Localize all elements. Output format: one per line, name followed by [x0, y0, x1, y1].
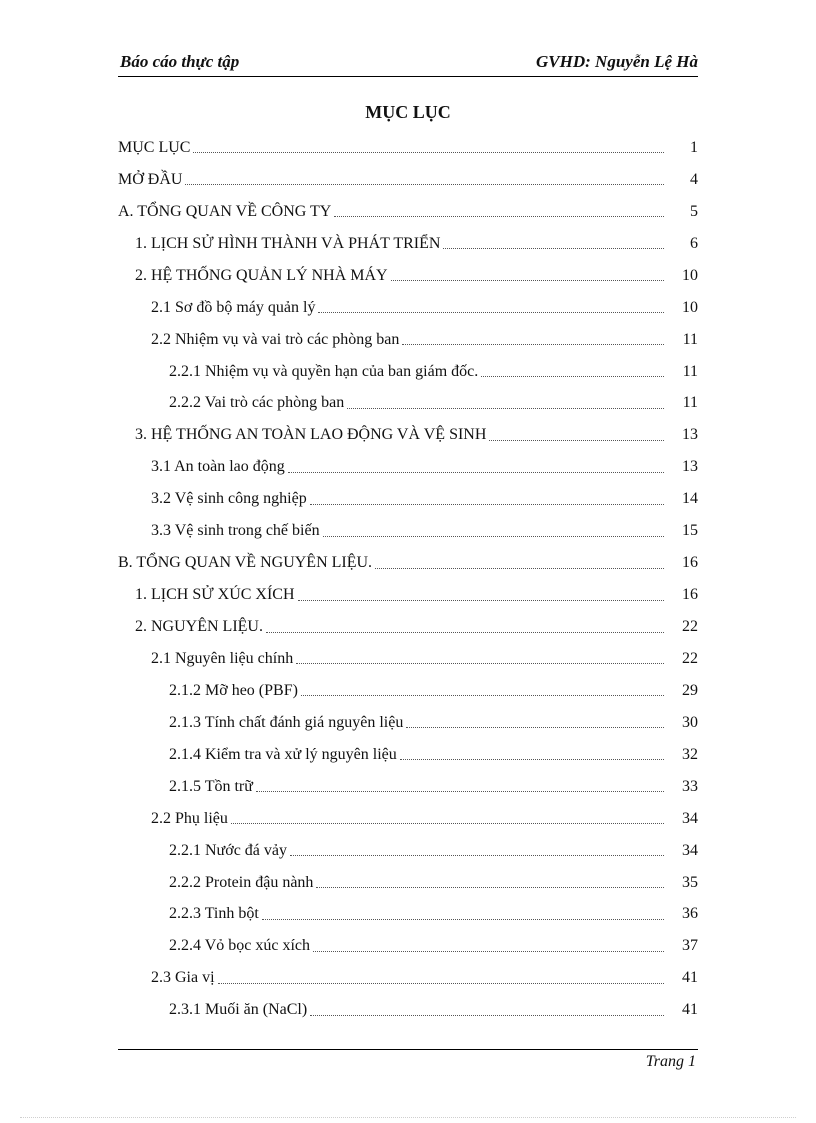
toc-entry-page: 1: [690, 138, 698, 156]
toc-entry-label: 1. LỊCH SỬ HÌNH THÀNH VÀ PHÁT TRIỂN: [135, 234, 441, 252]
toc-dot-leader: [301, 695, 664, 696]
toc-entry-label: 2.2.3 Tinh bột: [169, 905, 259, 923]
toc-entry[interactable]: [118, 228, 698, 260]
toc-dot-leader: [489, 440, 664, 441]
toc-entry-page: 32: [682, 745, 698, 763]
toc-dot-leader: [400, 759, 664, 760]
toc-dot-leader: [443, 248, 664, 249]
toc-dot-leader: [193, 152, 664, 153]
toc-dot-leader: [296, 663, 664, 664]
toc-entry[interactable]: [118, 739, 698, 771]
toc-entry[interactable]: [118, 132, 698, 164]
toc-entry-page: 10: [682, 298, 698, 316]
header-advisor: GVHD: Nguyễn Lệ Hà: [536, 52, 698, 71]
toc-entry[interactable]: [118, 930, 698, 962]
toc-dot-leader: [402, 344, 664, 345]
toc-entry-page: 11: [682, 330, 698, 348]
toc-entry-label: 2.2.1 Nhiệm vụ và quyền hạn của ban giám đốc.: [169, 362, 479, 380]
header-report-title: Báo cáo thực tập: [120, 52, 240, 71]
toc-entry-label: MỞ ĐẦU: [118, 170, 183, 188]
toc-entry-page: 37: [682, 937, 698, 955]
toc-entry[interactable]: [118, 324, 698, 356]
toc-dot-leader: [310, 1015, 664, 1016]
toc-entry-label: 2.2.4 Vỏ bọc xúc xích: [169, 937, 311, 955]
toc-dot-leader: [266, 632, 664, 633]
footer-page-number: Trang 1: [645, 1053, 696, 1070]
toc-entry-label: A. TỔNG QUAN VỀ CÔNG TY: [118, 202, 332, 220]
toc-entry-page: 11: [682, 394, 698, 412]
toc-entry-label: 2.1.5 Tồn trữ: [169, 777, 253, 795]
toc-dot-leader: [310, 504, 664, 505]
toc-entry-page: 30: [682, 713, 698, 731]
toc-entry[interactable]: [118, 515, 698, 547]
toc-dot-leader: [391, 280, 664, 281]
toc-entry-label: 2.1 Nguyên liệu chính: [151, 649, 294, 667]
toc-entry-page: 41: [682, 1001, 698, 1019]
toc-entry-label: 2. HỆ THỐNG QUẢN LÝ NHÀ MÁY: [135, 266, 388, 284]
table-of-contents: [118, 132, 698, 1026]
toc-entry-page: 13: [682, 458, 698, 476]
toc-entry-page: 34: [682, 841, 698, 859]
toc-entry-page: 15: [682, 522, 698, 540]
toc-entry-page: 13: [682, 426, 698, 444]
toc-entry-page: 14: [682, 490, 698, 508]
toc-entry-page: 29: [682, 681, 698, 699]
toc-entry[interactable]: [118, 962, 698, 994]
toc-entry-label: 2.2.2 Protein đậu nành: [169, 873, 314, 891]
toc-dot-leader: [316, 887, 664, 888]
toc-entry[interactable]: [118, 451, 698, 483]
toc-entry-label: 2.1.3 Tính chất đánh giá nguyên liệu: [169, 713, 404, 731]
toc-entry[interactable]: [118, 579, 698, 611]
toc-dot-leader: [318, 312, 664, 313]
toc-dot-leader: [298, 600, 664, 601]
toc-dot-leader: [323, 536, 664, 537]
toc-entry-label: 1. LỊCH SỬ XÚC XÍCH: [135, 586, 295, 604]
toc-dot-leader: [375, 568, 664, 569]
toc-entry[interactable]: [118, 707, 698, 739]
page-header: [118, 50, 698, 76]
toc-entry-label: 3. HỆ THỐNG AN TOÀN LAO ĐỘNG VÀ VỆ SINH: [135, 426, 487, 444]
toc-entry-page: 16: [682, 586, 698, 604]
toc-dot-leader: [231, 823, 664, 824]
toc-entry[interactable]: [118, 356, 698, 388]
toc-entry-label: 2.1 Sơ đồ bộ máy quản lý: [151, 298, 316, 316]
toc-entry[interactable]: [118, 867, 698, 899]
toc-dot-leader: [288, 472, 664, 473]
toc-entry-page: 16: [682, 554, 698, 572]
toc-entry-label: 2.2.2 Vai trò các phòng ban: [169, 394, 345, 412]
toc-entry[interactable]: [118, 292, 698, 324]
toc-entry[interactable]: [118, 899, 698, 931]
toc-entry[interactable]: [118, 547, 698, 579]
toc-entry[interactable]: [118, 994, 698, 1026]
toc-entry[interactable]: [118, 835, 698, 867]
toc-entry-page: 11: [682, 362, 698, 380]
toc-entry-label: 2.3 Gia vị: [151, 969, 215, 987]
toc-entry[interactable]: [118, 196, 698, 228]
toc-entry[interactable]: [118, 771, 698, 803]
toc-entry-page: 22: [682, 649, 698, 667]
toc-entry-label: 2.2 Phụ liệu: [151, 809, 228, 827]
toc-entry-label: 3.2 Vệ sinh công nghiệp: [151, 490, 307, 508]
toc-entry-page: 34: [682, 809, 698, 827]
toc-dot-leader: [334, 216, 664, 217]
toc-entry-page: 10: [682, 266, 698, 284]
toc-entry-page: 22: [682, 618, 698, 636]
toc-dot-leader: [481, 376, 664, 377]
toc-entry[interactable]: [118, 643, 698, 675]
toc-entry[interactable]: [118, 803, 698, 835]
footer-divider: [118, 1049, 698, 1050]
toc-entry-page: 4: [690, 170, 698, 188]
page-bottom-border: [20, 1117, 796, 1118]
toc-dot-leader: [313, 951, 664, 952]
toc-entry[interactable]: [118, 419, 698, 451]
toc-entry[interactable]: [118, 611, 698, 643]
toc-entry[interactable]: [118, 388, 698, 420]
toc-entry-label: B. TỔNG QUAN VỀ NGUYÊN LIỆU.: [118, 554, 373, 572]
toc-dot-leader: [185, 184, 664, 185]
toc-dot-leader: [256, 791, 664, 792]
toc-dot-leader: [262, 919, 664, 920]
toc-entry-label: 2.1.2 Mỡ heo (PBF): [169, 681, 298, 699]
toc-entry[interactable]: [118, 675, 698, 707]
toc-entry-label: 2.2.1 Nước đá vảy: [169, 841, 287, 859]
toc-entry[interactable]: [118, 164, 698, 196]
toc-entry-page: 35: [682, 873, 698, 891]
toc-entry-label: 2.3.1 Muối ăn (NaCl): [169, 1001, 308, 1019]
toc-entry-page: 5: [690, 202, 698, 220]
page-title: MỤC LỤC: [365, 102, 451, 122]
header-divider: [118, 76, 698, 77]
toc-entry-label: 3.3 Vệ sinh trong chế biến: [151, 522, 320, 540]
toc-entry-label: MỤC LỤC: [118, 138, 191, 156]
toc-entry[interactable]: [118, 260, 698, 292]
toc-entry-label: 2.2 Nhiệm vụ và vai trò các phòng ban: [151, 330, 400, 348]
toc-entry-label: 2. NGUYÊN LIỆU.: [135, 618, 263, 636]
toc-dot-leader: [406, 727, 664, 728]
toc-entry-label: 3.1 An toàn lao động: [151, 458, 285, 476]
toc-dot-leader: [290, 855, 664, 856]
toc-entry-page: 36: [682, 905, 698, 923]
toc-entry-page: 41: [682, 969, 698, 987]
toc-entry-page: 33: [682, 777, 698, 795]
toc-dot-leader: [347, 408, 664, 409]
toc-entry-page: 6: [690, 234, 698, 252]
toc-entry[interactable]: [118, 483, 698, 515]
toc-dot-leader: [218, 983, 664, 984]
toc-entry-label: 2.1.4 Kiểm tra và xử lý nguyên liệu: [169, 745, 397, 763]
